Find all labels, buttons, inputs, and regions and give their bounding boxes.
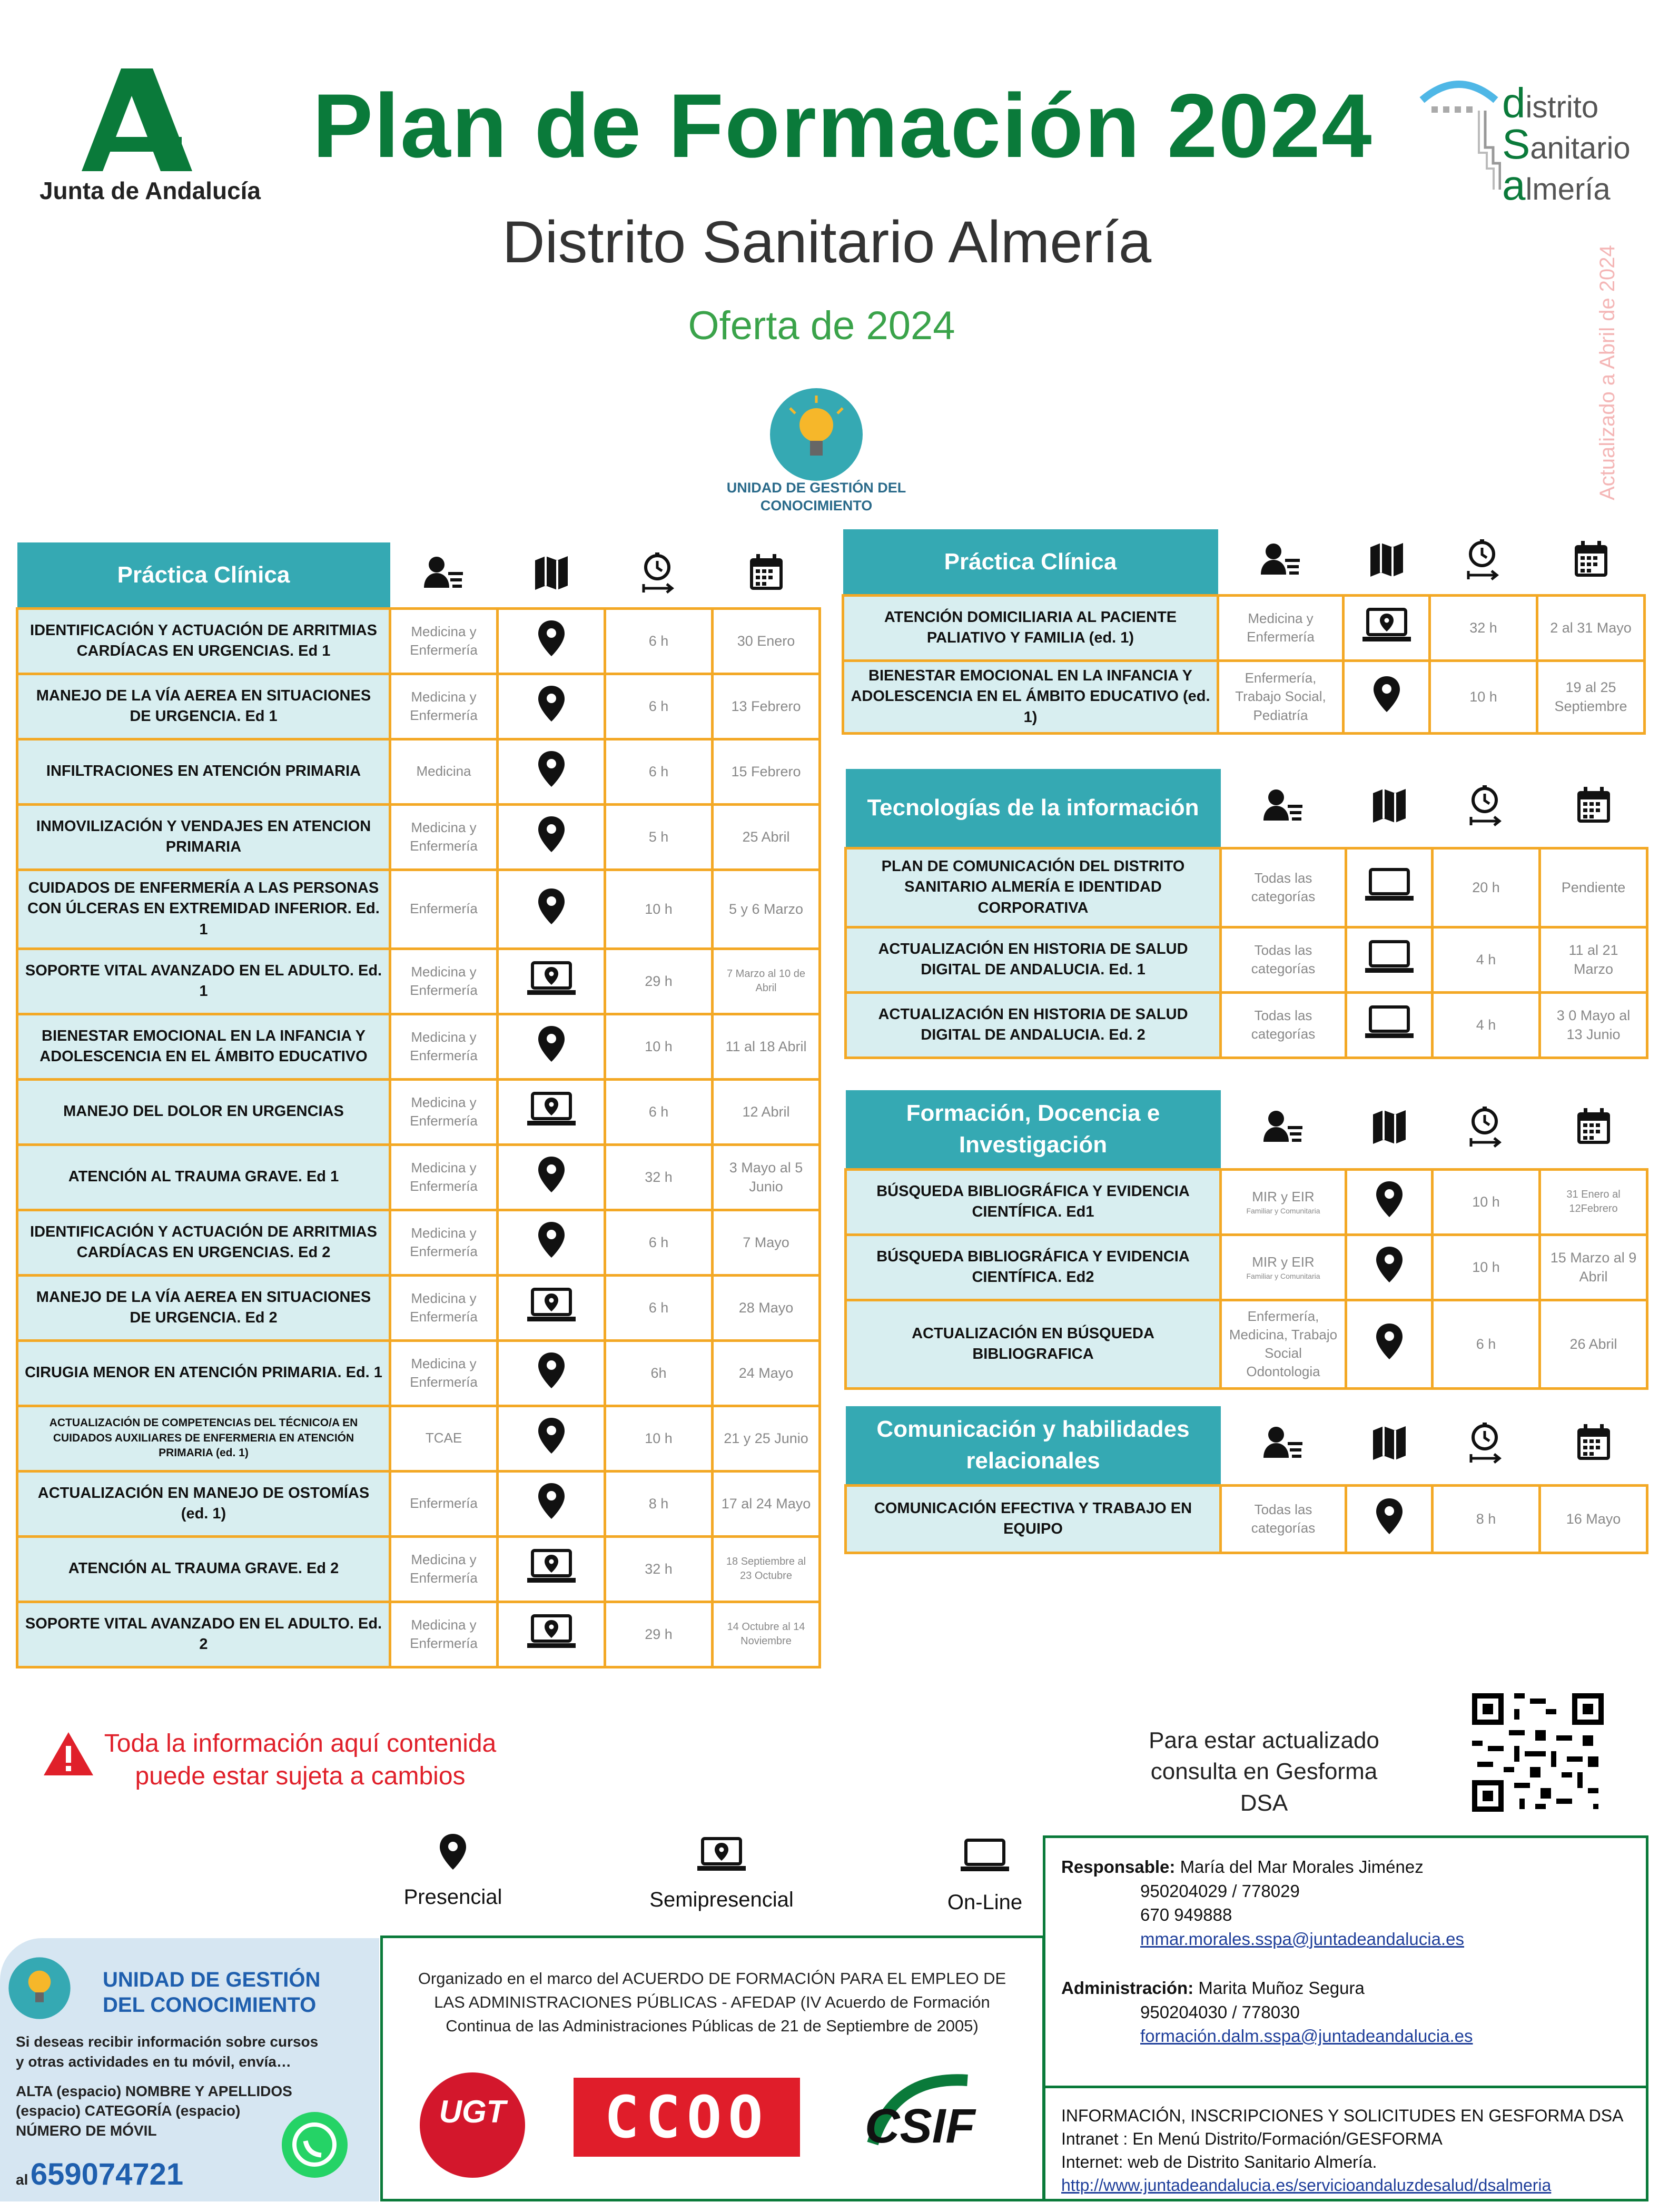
agreement-text: Organizado en el marco del ACUERDO DE FORMACIÓN PARA EL EMPLEO DE LAS ADMINISTRACIONES PÚBLICAS - AFEDAP (IV Acuerdo de Formación Continua de las Administraciones Públicas de 21 de Septiembre de 2005) bbox=[418, 1969, 1006, 2035]
column-header-modality bbox=[1344, 529, 1430, 595]
laptop-icon bbox=[1364, 1005, 1415, 1044]
section-title: Práctica Clínica bbox=[843, 529, 1218, 595]
qr-code[interactable] bbox=[1472, 1693, 1604, 1812]
course-modality bbox=[498, 1210, 605, 1275]
course-hours: 29 h bbox=[605, 1602, 713, 1667]
disclaimer-text: Toda la información aquí contenida puede estar sujeta a cambios bbox=[104, 1730, 497, 1791]
ugc-sms-box: UNIDAD DE GESTIÓN DEL CONOCIMIENTO Si deseas recibir información sobre cursos y otras actividades en tu móvil, envía… ALTA (espacio) NOMBRE Y APELLIDOS (espacio) CATEGORÍA (espacio) NÚMERO DE MÓVIL al 659074721 bbox=[0, 1938, 379, 2201]
course-hours: 6 h bbox=[605, 674, 713, 739]
course-hours: 10 h bbox=[605, 870, 713, 949]
course-row[interactable] bbox=[17, 1471, 820, 1536]
admin-email-link[interactable]: formación.dalm.sspa@juntadeandalucia.es bbox=[1140, 2026, 1473, 2046]
course-dates: 15 Febrero bbox=[713, 739, 820, 804]
course-audience: Medicina bbox=[390, 739, 498, 804]
section-title: Tecnologías de la información bbox=[846, 769, 1221, 848]
column-header-dates bbox=[1540, 1090, 1647, 1169]
admin-name: Marita Muñoz Segura bbox=[1198, 1978, 1365, 1998]
column-header-duration bbox=[1433, 769, 1540, 848]
course-name: CUIDADOS DE ENFERMERÍA A LAS PERSONAS CON ÚLCERAS EN EXTREMIDAD INFERIOR. Ed. 1 bbox=[17, 870, 390, 949]
laptop-icon bbox=[916, 1838, 1053, 1891]
stopwatch-icon bbox=[1468, 1421, 1505, 1468]
location-pin-icon bbox=[536, 685, 567, 727]
course-modality bbox=[1346, 992, 1433, 1058]
course-hours: 32 h bbox=[605, 1536, 713, 1602]
location-pin-icon bbox=[536, 1351, 567, 1394]
responsable-email-link[interactable]: mmar.morales.sspa@juntadeandalucia.es bbox=[1140, 1929, 1464, 1949]
course-row[interactable] bbox=[846, 1485, 1647, 1553]
course-dates: 12 Abril bbox=[713, 1079, 820, 1144]
location-pin-icon bbox=[536, 1417, 567, 1459]
course-dates: 26 Abril bbox=[1540, 1300, 1647, 1388]
laptop-pin-icon bbox=[526, 1090, 577, 1133]
column-header-duration bbox=[1430, 529, 1537, 595]
whatsapp-icon[interactable] bbox=[282, 2112, 348, 2178]
course-row[interactable] bbox=[846, 1235, 1647, 1300]
course-modality bbox=[498, 1079, 605, 1144]
course-name: INFILTRACIONES EN ATENCIÓN PRIMARIA bbox=[17, 739, 390, 804]
course-audience: Medicina y Enfermería bbox=[390, 674, 498, 739]
offer-label: Oferta de 2024 bbox=[688, 303, 955, 348]
course-modality bbox=[498, 1014, 605, 1079]
column-header-modality bbox=[1346, 1406, 1433, 1485]
map-icon bbox=[1371, 1424, 1408, 1466]
ugc-logo bbox=[711, 387, 922, 519]
person-list-icon bbox=[1262, 787, 1305, 828]
location-pin-icon bbox=[536, 887, 567, 930]
course-hours: 4 h bbox=[1433, 992, 1540, 1058]
course-table bbox=[842, 529, 1646, 735]
district-logo: distrito Sanitario almería bbox=[1417, 68, 1643, 205]
map-icon bbox=[1371, 787, 1408, 828]
legend-presencial: Presencial bbox=[390, 1833, 516, 1909]
location-pin-icon bbox=[536, 1025, 567, 1068]
calendar-icon bbox=[748, 553, 785, 597]
gesforma-note: Para estar actualizado consulta en Gesforma DSA bbox=[1149, 1727, 1379, 1816]
column-header-audience bbox=[390, 542, 498, 608]
course-name: INMOVILIZACIÓN Y VENDAJES EN ATENCION PRIMARIA bbox=[17, 804, 390, 870]
column-header-audience bbox=[1221, 1090, 1346, 1169]
course-row[interactable] bbox=[843, 660, 1645, 733]
column-header-duration bbox=[1433, 1406, 1540, 1485]
course-audience: Medicina y Enfermería bbox=[390, 1144, 498, 1210]
course-row[interactable] bbox=[17, 1602, 820, 1667]
course-dates: 7 Marzo al 10 de Abril bbox=[713, 949, 820, 1014]
course-hours: 8 h bbox=[605, 1471, 713, 1536]
course-name: SOPORTE VITAL AVANZADO EN EL ADULTO. Ed. 2 bbox=[17, 1602, 390, 1667]
course-audience: Todas las categorías bbox=[1221, 927, 1346, 992]
course-audience: Enfermería, Trabajo Social, Pediatría bbox=[1218, 660, 1344, 733]
course-modality bbox=[498, 1144, 605, 1210]
course-audience: Medicina y Enfermería bbox=[390, 804, 498, 870]
course-modality bbox=[498, 1602, 605, 1667]
course-dates: 31 Enero al 12Febrero bbox=[1540, 1169, 1647, 1235]
course-modality bbox=[1346, 1300, 1433, 1388]
ugc-logo-text: UNIDAD DE GESTIÓN DEL CONOCIMIENTO bbox=[726, 480, 906, 514]
course-hours: 32 h bbox=[605, 1144, 713, 1210]
course-row[interactable] bbox=[17, 1406, 820, 1471]
laptop-pin-icon bbox=[526, 1547, 577, 1590]
course-audience: Medicina y Enfermería bbox=[390, 1275, 498, 1340]
course-name: SOPORTE VITAL AVANZADO EN EL ADULTO. Ed. 1 bbox=[17, 949, 390, 1014]
course-name: ACTUALIZACIÓN EN MANEJO DE OSTOMÍAS (ed. 1) bbox=[17, 1471, 390, 1536]
course-dates: 16 Mayo bbox=[1540, 1485, 1647, 1553]
course-modality bbox=[1344, 660, 1430, 733]
course-name: CIRUGIA MENOR EN ATENCIÓN PRIMARIA. Ed. 1 bbox=[17, 1340, 390, 1406]
location-pin-icon bbox=[536, 619, 567, 662]
course-name: COMUNICACIÓN EFECTIVA Y TRABAJO EN EQUIPO bbox=[846, 1485, 1221, 1553]
course-audience: MIR y EIR Familiar y Comunitaria bbox=[1221, 1169, 1346, 1235]
course-dates: 11 al 18 Abril bbox=[713, 1014, 820, 1079]
laptop-icon bbox=[1364, 940, 1415, 979]
location-pin-icon bbox=[536, 1221, 567, 1263]
course-hours: 29 h bbox=[605, 949, 713, 1014]
district-logo-line1: istrito bbox=[1525, 90, 1599, 124]
responsable-mobile: 670 949888 bbox=[1140, 1905, 1232, 1925]
course-row[interactable] bbox=[17, 608, 820, 674]
course-audience: Medicina y Enfermería bbox=[390, 608, 498, 674]
course-name: ATENCIÓN AL TRAUMA GRAVE. Ed 1 bbox=[17, 1144, 390, 1210]
course-name: PLAN DE COMUNICACIÓN DEL DISTRITO SANITARIO ALMERÍA E IDENTIDAD CORPORATIVA bbox=[846, 848, 1221, 927]
course-row[interactable] bbox=[17, 1340, 820, 1406]
course-audience: Medicina y Enfermería bbox=[390, 949, 498, 1014]
course-row[interactable] bbox=[846, 1169, 1647, 1235]
page-subtitle: Distrito Sanitario Almería bbox=[502, 209, 1152, 275]
course-dates: 14 Octubre al 14 Noviembre bbox=[713, 1602, 820, 1667]
course-row[interactable] bbox=[17, 739, 820, 804]
course-name: IDENTIFICACIÓN Y ACTUACIÓN DE ARRITMIAS CARDÍACAS EN URGENCIAS. Ed 1 bbox=[17, 608, 390, 674]
junta-logo bbox=[29, 63, 271, 211]
course-hours: 10 h bbox=[605, 1406, 713, 1471]
course-dates: Pendiente bbox=[1540, 848, 1647, 927]
column-header-duration bbox=[605, 542, 713, 608]
admin-phone: 950204030 / 778030 bbox=[1140, 2002, 1300, 2022]
column-header-audience bbox=[1218, 529, 1344, 595]
stopwatch-icon bbox=[640, 551, 677, 598]
course-name: ACTUALIZACIÓN DE COMPETENCIAS DEL TÉCNICO/A EN CUIDADOS AUXILIARES DE ENFERMERIA EN ATENCIÓN PRIMARIA (ed. 1) bbox=[17, 1406, 390, 1471]
sms-phone-number: 659074721 bbox=[30, 2157, 184, 2191]
location-pin-icon bbox=[1374, 1497, 1405, 1540]
course-row[interactable] bbox=[17, 804, 820, 870]
course-name: ATENCIÓN DOMICILIARIA AL PACIENTE PALIATIVO Y FAMILIA (ed. 1) bbox=[843, 595, 1218, 660]
laptop-icon bbox=[1364, 867, 1415, 907]
location-pin-icon bbox=[1374, 1180, 1405, 1223]
course-name: BIENESTAR EMOCIONAL EN LA INFANCIA Y ADOLESCENCIA EN EL ÁMBITO EDUCATIVO (ed. 1) bbox=[843, 660, 1218, 733]
course-row[interactable] bbox=[17, 1210, 820, 1275]
warning-icon bbox=[42, 1730, 95, 1780]
course-name: ACTUALIZACIÓN EN BÚSQUEDA BIBLIOGRAFICA bbox=[846, 1300, 1221, 1388]
stopwatch-icon bbox=[1465, 538, 1502, 585]
course-modality bbox=[498, 870, 605, 949]
course-row[interactable] bbox=[846, 927, 1647, 992]
course-dates: 3 Mayo al 5 Junio bbox=[713, 1144, 820, 1210]
course-audience: Medicina y Enfermería bbox=[1218, 595, 1344, 660]
junta-a-icon bbox=[29, 63, 271, 174]
course-dates: 3 0 Mayo al 13 Junio bbox=[1540, 992, 1647, 1058]
course-hours: 5 h bbox=[605, 804, 713, 870]
course-name: ACTUALIZACIÓN EN HISTORIA DE SALUD DIGITAL DE ANDALUCIA. Ed. 2 bbox=[846, 992, 1221, 1058]
course-dates: 15 Marzo al 9 Abril bbox=[1540, 1235, 1647, 1300]
column-header-dates bbox=[1540, 1406, 1647, 1485]
person-list-icon bbox=[1260, 541, 1302, 582]
course-hours: 4 h bbox=[1433, 927, 1540, 992]
course-dates: 25 Abril bbox=[713, 804, 820, 870]
column-header-modality bbox=[498, 542, 605, 608]
course-modality bbox=[498, 1340, 605, 1406]
course-row[interactable] bbox=[17, 1014, 820, 1079]
contacts-box: Responsable: María del Mar Morales Jiménez 950204029 / 778029 670 949888 mmar.morales.sspa@juntadeandalucia.es Administración: Marita Muñoz Segura 950204030 / 778030 formación.dalm.sspa@juntadeandalucia.es bbox=[1043, 1835, 1648, 2088]
course-audience: Medicina y Enfermería bbox=[390, 1210, 498, 1275]
course-modality bbox=[498, 1471, 605, 1536]
legend-semipresencial: Semipresencial bbox=[637, 1835, 806, 1912]
course-row[interactable] bbox=[17, 1536, 820, 1602]
course-audience: MIR y EIR Familiar y Comunitaria bbox=[1221, 1235, 1346, 1300]
course-audience: Medicina y Enfermería bbox=[390, 1536, 498, 1602]
course-audience: Medicina y Enfermería bbox=[390, 1340, 498, 1406]
laptop-pin-icon bbox=[526, 960, 577, 1002]
course-hours: 6 h bbox=[605, 739, 713, 804]
responsable-name: María del Mar Morales Jiménez bbox=[1180, 1857, 1424, 1877]
legend-online: On-Line bbox=[916, 1838, 1053, 1914]
course-name: ATENCIÓN AL TRAUMA GRAVE. Ed 2 bbox=[17, 1536, 390, 1602]
course-modality bbox=[1346, 1485, 1433, 1553]
course-hours: 10 h bbox=[1430, 660, 1537, 733]
csif-logo: CSIF bbox=[857, 2065, 989, 2180]
course-row[interactable] bbox=[843, 595, 1645, 660]
calendar-icon bbox=[1575, 1423, 1612, 1467]
location-pin-icon bbox=[1374, 1246, 1405, 1288]
course-modality bbox=[498, 949, 605, 1014]
course-name: MANEJO DE LA VÍA AEREA EN SITUACIONES DE URGENCIA. Ed 1 bbox=[17, 674, 390, 739]
course-table bbox=[16, 542, 821, 1668]
map-icon bbox=[1371, 1108, 1408, 1150]
course-row[interactable] bbox=[17, 1144, 820, 1210]
course-audience: TCAE bbox=[390, 1406, 498, 1471]
course-modality bbox=[498, 1536, 605, 1602]
course-dates: 13 Febrero bbox=[713, 674, 820, 739]
responsable-phone: 950204029 / 778029 bbox=[1140, 1881, 1300, 1901]
course-audience: Todas las categorías bbox=[1221, 992, 1346, 1058]
page-title: Plan de Formación 2024 bbox=[312, 75, 1373, 176]
person-list-icon bbox=[1262, 1424, 1305, 1466]
course-name: BÚSQUEDA BIBLIOGRÁFICA Y EVIDENCIA CIENTÍFICA. Ed1 bbox=[846, 1169, 1221, 1235]
course-hours: 6 h bbox=[605, 1079, 713, 1144]
calendar-icon bbox=[1575, 786, 1612, 829]
agreement-box bbox=[380, 1935, 1045, 2201]
course-audience: Todas las categorías bbox=[1221, 848, 1346, 927]
course-row[interactable] bbox=[17, 949, 820, 1014]
course-row[interactable] bbox=[846, 1300, 1647, 1388]
course-table bbox=[844, 769, 1648, 1059]
course-modality bbox=[1346, 1235, 1433, 1300]
column-header-duration bbox=[1433, 1090, 1540, 1169]
course-modality bbox=[498, 804, 605, 870]
course-audience: Todas las categorías bbox=[1221, 1485, 1346, 1553]
district-website-link[interactable]: http://www.juntadeandalucia.es/servicioandaluzdesalud/dsalmeria bbox=[1061, 2176, 1552, 2195]
course-name: ACTUALIZACIÓN EN HISTORIA DE SALUD DIGITAL DE ANDALUCIA. Ed. 1 bbox=[846, 927, 1221, 992]
course-modality bbox=[1344, 595, 1430, 660]
course-modality bbox=[1346, 1169, 1433, 1235]
column-header-dates bbox=[1540, 769, 1647, 848]
course-audience: Medicina y Enfermería bbox=[390, 1014, 498, 1079]
lightbulb-icon bbox=[8, 1957, 71, 2020]
location-pin-icon bbox=[390, 1833, 516, 1885]
course-audience: Enfermería bbox=[390, 870, 498, 949]
course-table bbox=[844, 1406, 1648, 1554]
course-modality bbox=[498, 1275, 605, 1340]
course-row[interactable] bbox=[17, 1079, 820, 1144]
calendar-icon bbox=[1573, 540, 1609, 584]
person-list-icon bbox=[1262, 1108, 1305, 1150]
course-name: IDENTIFICACIÓN Y ACTUACIÓN DE ARRITMIAS CARDÍACAS EN URGENCIAS. Ed 2 bbox=[17, 1210, 390, 1275]
course-name: MANEJO DE LA VÍA AEREA EN SITUACIONES DE URGENCIA. Ed 2 bbox=[17, 1275, 390, 1340]
course-modality bbox=[498, 674, 605, 739]
map-icon bbox=[533, 554, 570, 596]
course-dates: 30 Enero bbox=[713, 608, 820, 674]
course-audience: Enfermería bbox=[390, 1471, 498, 1536]
course-dates: 21 y 25 Junio bbox=[713, 1406, 820, 1471]
course-dates: 28 Mayo bbox=[713, 1275, 820, 1340]
person-list-icon bbox=[423, 554, 465, 596]
column-header-dates bbox=[713, 542, 820, 608]
district-stairs-icon bbox=[1417, 68, 1501, 195]
location-pin-icon bbox=[1374, 1322, 1405, 1365]
course-dates: 19 al 25 Septiembre bbox=[1537, 660, 1645, 733]
section-title: Formación, Docencia e Investigación bbox=[846, 1090, 1221, 1169]
column-header-audience bbox=[1221, 769, 1346, 848]
stopwatch-icon bbox=[1468, 1105, 1505, 1152]
junta-logo-text: Junta de Andalucía bbox=[39, 177, 261, 204]
column-header-dates bbox=[1537, 529, 1645, 595]
section-title: Comunicación y habilidades relacionales bbox=[846, 1406, 1221, 1485]
laptop-pin-icon bbox=[1361, 606, 1412, 649]
course-modality bbox=[498, 608, 605, 674]
course-hours: 10 h bbox=[1433, 1235, 1540, 1300]
course-name: MANEJO DEL DOLOR EN URGENCIAS bbox=[17, 1079, 390, 1144]
course-modality bbox=[1346, 848, 1433, 927]
column-header-modality bbox=[1346, 1090, 1433, 1169]
course-audience: Enfermería, Medicina, Trabajo Social Odontologia bbox=[1221, 1300, 1346, 1388]
course-row[interactable] bbox=[17, 1275, 820, 1340]
course-name: BIENESTAR EMOCIONAL EN LA INFANCIA Y ADOLESCENCIA EN EL ÁMBITO EDUCATIVO bbox=[17, 1014, 390, 1079]
course-row[interactable] bbox=[846, 992, 1647, 1058]
course-hours: 8 h bbox=[1433, 1485, 1540, 1553]
course-hours: 6 h bbox=[605, 608, 713, 674]
course-hours: 32 h bbox=[1430, 595, 1537, 660]
course-hours: 20 h bbox=[1433, 848, 1540, 927]
course-row[interactable] bbox=[17, 674, 820, 739]
course-dates: 17 al 24 Mayo bbox=[713, 1471, 820, 1536]
column-header-modality bbox=[1346, 769, 1433, 848]
location-pin-icon bbox=[536, 1156, 567, 1198]
course-hours: 6 h bbox=[605, 1210, 713, 1275]
course-row[interactable] bbox=[846, 848, 1647, 927]
course-name: BÚSQUEDA BIBLIOGRÁFICA Y EVIDENCIA CIENTÍFICA. Ed2 bbox=[846, 1235, 1221, 1300]
column-header-audience bbox=[1221, 1406, 1346, 1485]
course-hours: 6h bbox=[605, 1340, 713, 1406]
info-box: INFORMACIÓN, INSCRIPCIONES Y SOLICITUDES EN GESFORMA DSA Intranet : En Menú Distrito/Formación/GESFORMA Internet: web de Distrito Sanitario Almería. http://www.juntadeandalucia.es/servicioandaluzdesalud/dsalmeria bbox=[1043, 2086, 1648, 2201]
course-dates: 11 al 21 Marzo bbox=[1540, 927, 1647, 992]
map-icon bbox=[1368, 541, 1405, 582]
course-dates: 5 y 6 Marzo bbox=[713, 870, 820, 949]
location-pin-icon bbox=[536, 815, 567, 858]
stopwatch-icon bbox=[1468, 784, 1505, 831]
course-modality bbox=[498, 1406, 605, 1471]
laptop-pin-icon bbox=[637, 1835, 806, 1888]
course-row[interactable] bbox=[17, 870, 820, 949]
ugt-logo: UGT bbox=[420, 2072, 525, 2178]
laptop-pin-icon bbox=[526, 1613, 577, 1655]
course-dates: 2 al 31 Mayo bbox=[1537, 595, 1645, 660]
laptop-pin-icon bbox=[526, 1286, 577, 1329]
course-modality bbox=[498, 739, 605, 804]
location-pin-icon bbox=[536, 750, 567, 793]
location-pin-icon bbox=[536, 1482, 567, 1525]
course-hours: 6 h bbox=[1433, 1300, 1540, 1388]
calendar-icon bbox=[1575, 1107, 1612, 1151]
lightbulb-icon bbox=[769, 387, 864, 482]
ccoo-logo: CCOO bbox=[574, 2078, 800, 2157]
updated-note: Actualizado a Abril de 2024 bbox=[1596, 245, 1619, 500]
course-hours: 6 h bbox=[605, 1275, 713, 1340]
course-hours: 10 h bbox=[1433, 1169, 1540, 1235]
course-modality bbox=[1346, 927, 1433, 992]
location-pin-icon bbox=[1371, 675, 1403, 718]
course-dates: 7 Mayo bbox=[713, 1210, 820, 1275]
course-dates: 24 Mayo bbox=[713, 1340, 820, 1406]
course-audience: Medicina y Enfermería bbox=[390, 1079, 498, 1144]
course-audience: Medicina y Enfermería bbox=[390, 1602, 498, 1667]
course-table bbox=[844, 1090, 1648, 1390]
section-title: Práctica Clínica bbox=[17, 542, 390, 608]
course-hours: 10 h bbox=[605, 1014, 713, 1079]
course-dates: 18 Septiembre al 23 Octubre bbox=[713, 1536, 820, 1602]
